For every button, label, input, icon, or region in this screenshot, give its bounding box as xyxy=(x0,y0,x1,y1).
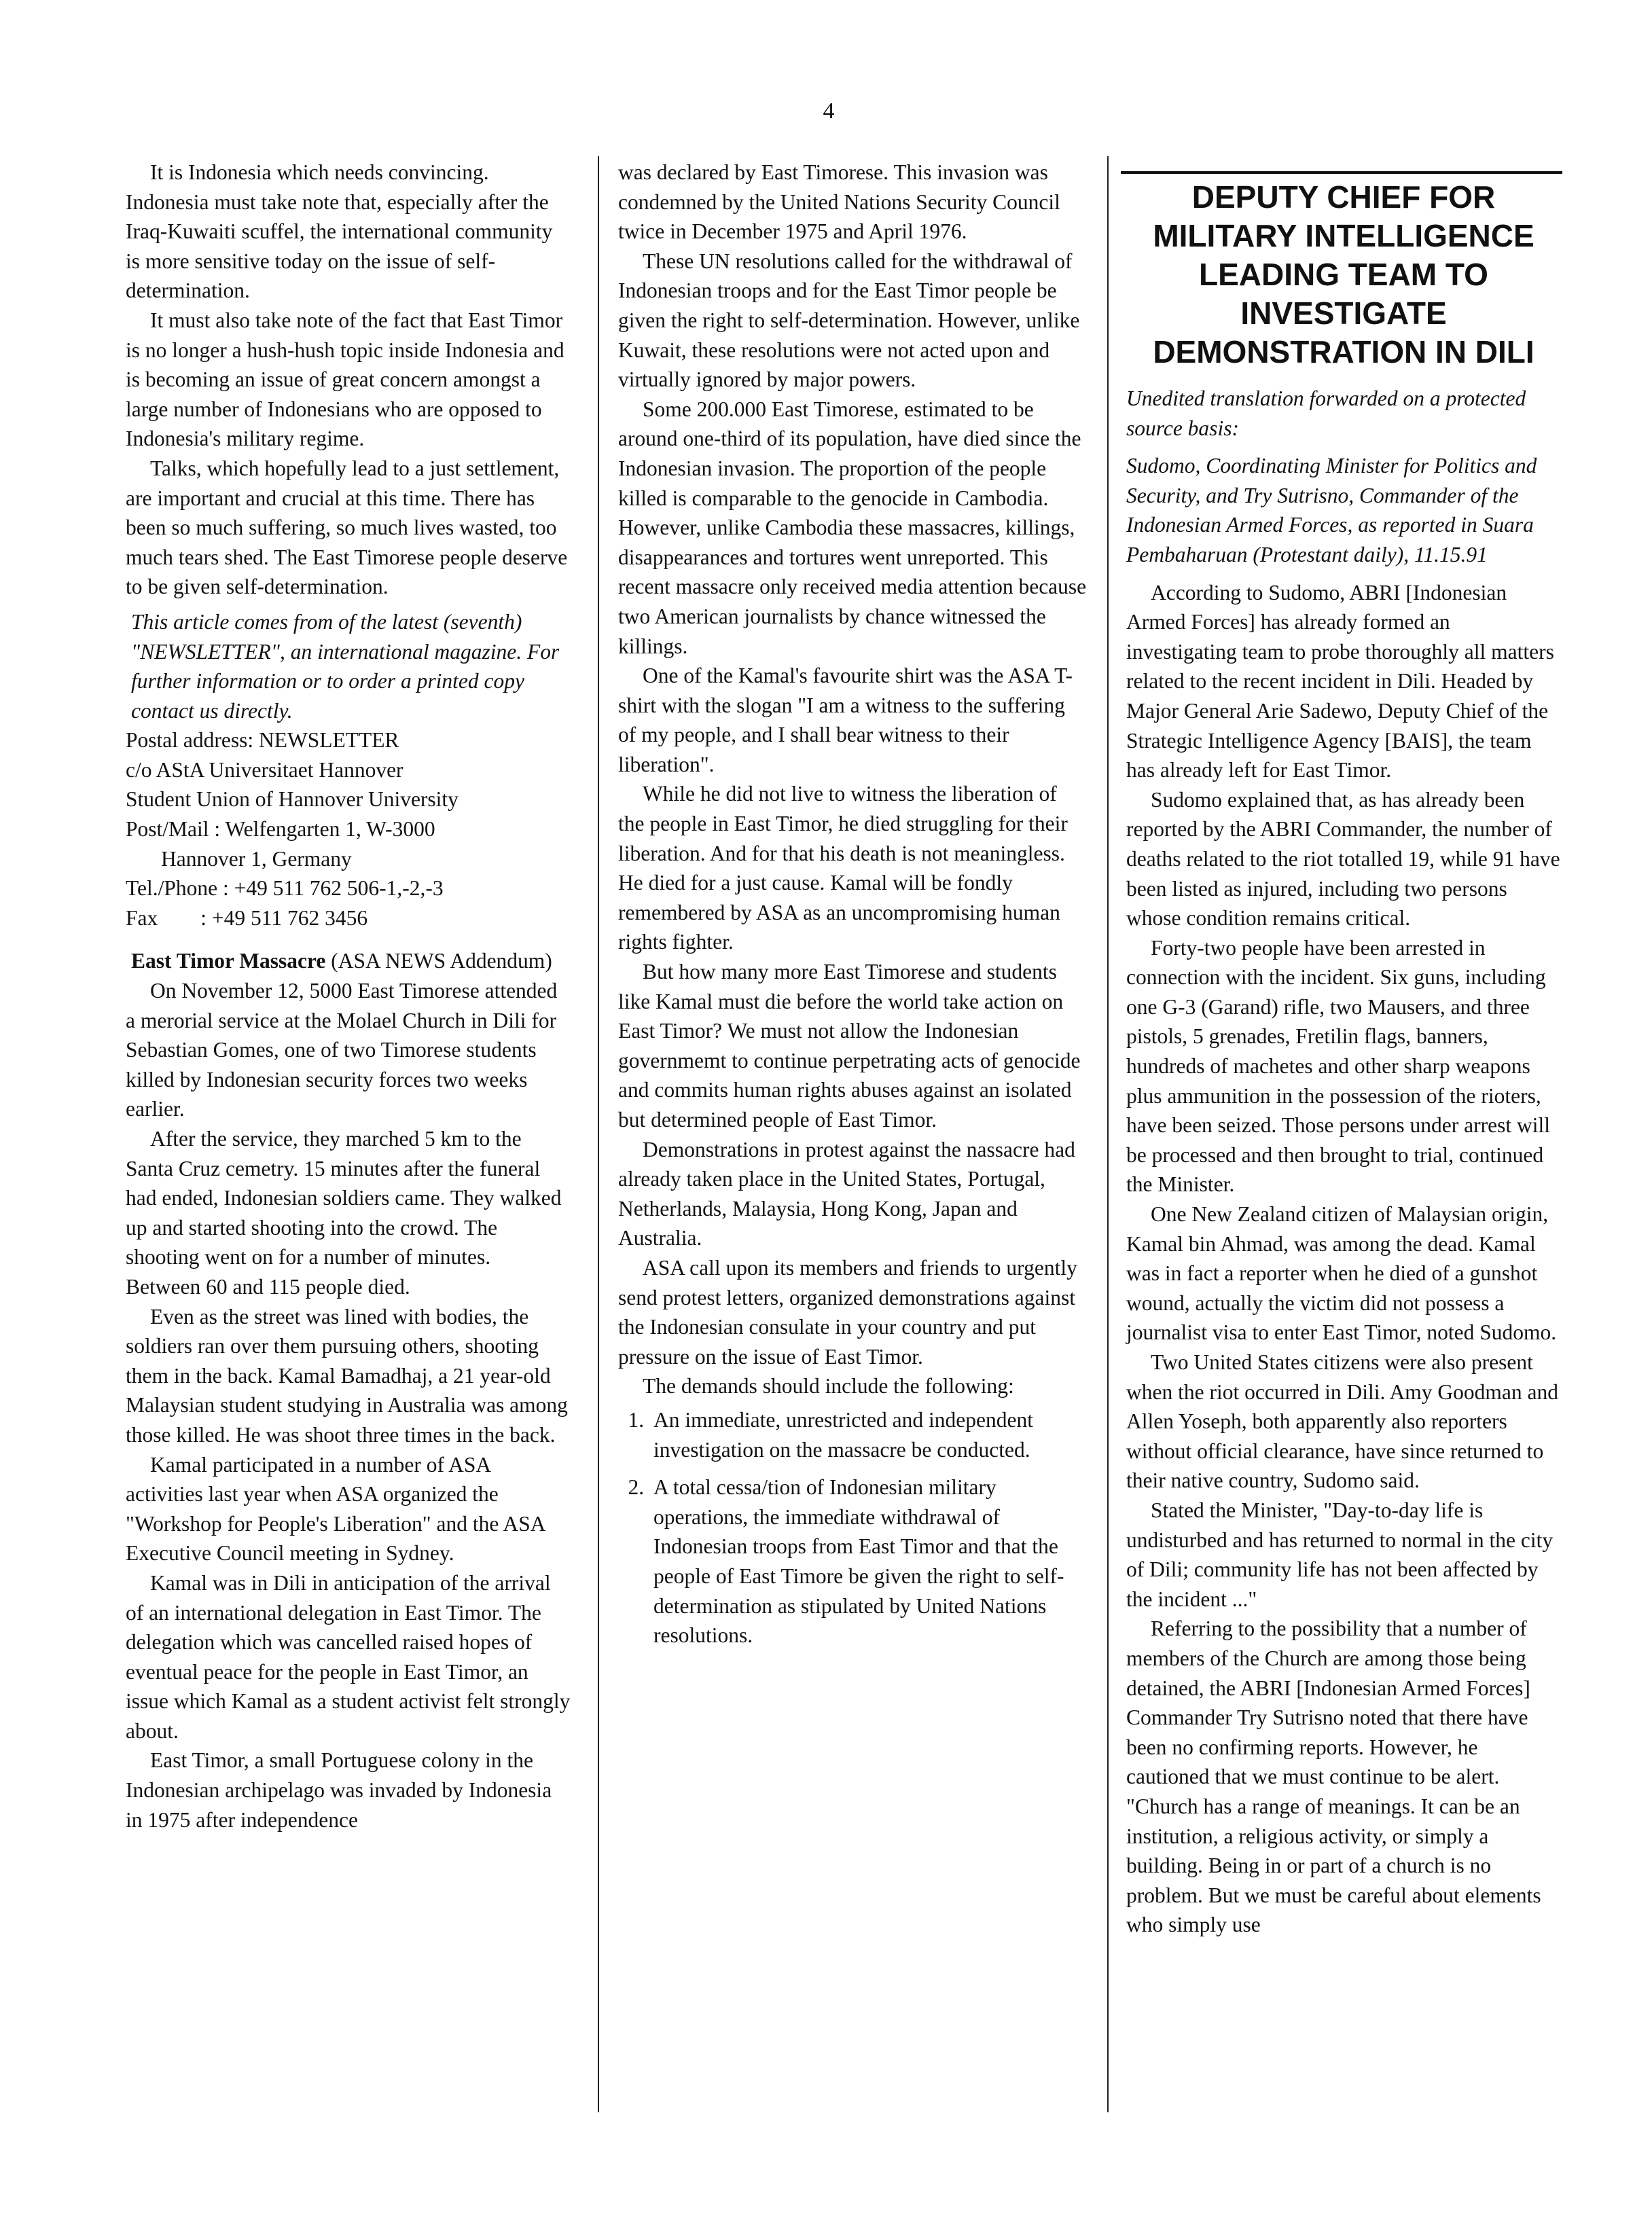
paragraph: Even as the street was lined with bodies, the soldiers ran over them pursuing others, shooting them in the back. Kamal Bamadhaj, a 21 year-old Malaysian student studying in Australia was among those killed. He was shoot three times in the back. xyxy=(126,1304,568,1447)
paragraph: Some 200.000 East Timorese, estimated to be around one-third of its population, have died since the Indonesian invasion. The proportion of the people killed is comparable to the genocide in Cambodia. However, unlike Cambodia these massacres, killings, disappearances and tortures went unreported. This recent massacre only received media attention because two American journalists by chance witnessed the killings. xyxy=(618,397,1087,658)
column-left xyxy=(126,158,571,1835)
address-line: Student Union of Hannover University xyxy=(126,787,459,812)
paragraph: One New Zealand citizen of Malaysian origin, Kamal bin Ahmad, was among the dead. Kamal was in fact a reporter when he died of a gunshot wound, actually the victim did not possess a journalist visa to enter East Timor, noted Sudomo. xyxy=(1126,1202,1557,1345)
paragraph: It must also take note of the fact that East Timor is no longer a hush-hush topic inside Indonesia and is becoming an issue of great concern amongst a large number of Indonesians who are opposed to Indonesia's military regime. xyxy=(126,308,564,451)
paragraph: was declared by East Timorese. This invasion was condemned by the United Nations Security Council twice in December 1975 and April 1976. xyxy=(618,160,1060,244)
paragraph: The demands should include the following: xyxy=(643,1374,1014,1398)
column-middle xyxy=(618,158,1088,1659)
translation-credit: Unedited translation forwarded on a protected source basis: xyxy=(1126,386,1526,440)
demands-list xyxy=(618,1405,1088,1650)
address-line: Post/Mail : Welfengarten 1, W-3000 xyxy=(126,817,435,842)
paragraph: Kamal participated in a number of ASA activities last year when ASA organized the "Workshop for People's Liberation" and the ASA Executive Council meeting in Sydney. xyxy=(126,1452,545,1566)
paragraph: It is Indonesia which needs convincing. Indonesia must take note that, especially after the Iraq-Kuwaiti scuffel, the international community is more sensitive today on the issue of self-determination. xyxy=(126,160,553,303)
paragraph: On November 12, 5000 East Timorese attended a merorial service at the Molael Church in Dili for Sebastian Gomes, one of two Timorese students killed by Indonesian security forces two weeks earlier. xyxy=(126,979,558,1121)
paragraph: ASA call upon its members and friends to urgently send protest letters, organized demonstrations against the Indonesian consulate in your country and put pressure on the issue of East Timor. xyxy=(618,1255,1077,1369)
paragraph: According to Sudomo, ABRI [Indonesian Armed Forces] has already formed an investigating team to probe thoroughly all matters related to the recent incident in Dili. Headed by Major General Arie Sadewo, Deputy Chief of the Strategic Intelligence Agency [BAIS], the team has already left for East Timor. xyxy=(1126,580,1554,782)
source-note: This article comes from of the latest (seventh) "NEWSLETTER", an international magazine. For further information or to order a printed copy contact us directly. xyxy=(131,609,560,723)
page-number: 4 xyxy=(823,98,835,124)
address-line: Tel./Phone : +49 511 762 506-1,-2,-3 xyxy=(126,876,444,901)
paragraph: Kamal was in Dili in anticipation of the arrival of an international delegation in East Timor. The delegation which was cancelled raised hopes of eventual peace for the people in East Timor, an issue which Kamal as a student activist felt strongly about. xyxy=(126,1570,571,1743)
column-divider xyxy=(598,156,599,2112)
address-line: c/o AStA Universitaet Hannover xyxy=(126,757,403,782)
paragraph: While he did not live to witness the liberation of the people in East Timor, he died struggling for their liberation. And for that his death is not meaningless. He died for a just cause. Kamal will be fondly remembered by ASA as an uncompromising human rights fighter. xyxy=(618,782,1068,954)
list-item: 2. A total cessa/tion of Indonesian military operations, the immediate withdrawal of Indonesian troops from East Timor and that the people of East Timore be given the right to self-determination as stipulated by United Nations resolutions. xyxy=(649,1473,1088,1650)
column-divider xyxy=(1107,156,1109,2112)
paragraph: East Timor, a small Portuguese colony in the Indonesian archipelago was invaded by Indonesia in 1975 after independence xyxy=(126,1748,552,1832)
paragraph: But how many more East Timorese and students like Kamal must die before the world take action on East Timor? We must not allow the Indonesian governmemt to continue perpetrating acts of genocide and commits human rights abuses against an isolated but determined people of East Timor. xyxy=(618,960,1081,1132)
paragraph: Stated the Minister, "Day-to-day life is undisturbed and has returned to normal in the city of Dili; community life has not been affected by the incident ..." xyxy=(1126,1498,1554,1611)
paragraph: One of the Kamal's favourite shirt was the ASA T-shirt with the slogan "I am a witness to the suffering of my people, and I shall bear witness to their liberation". xyxy=(618,664,1073,776)
headline-rule xyxy=(1121,171,1562,174)
article-headline: DEPUTY CHIEF FOR MILITARY INTELLIGENCE LEADING TEAM TO INVESTIGATE DEMONSTRATION IN DILI xyxy=(1153,179,1534,369)
section-title-bold: East Timor Massacre xyxy=(131,949,326,973)
paragraph: Referring to the possibility that a number of members of the Church are among those being detained, the ABRI [Indonesian Armed Forces] Commander Try Sutrisno noted that there have been no confirming reports. However, he cautioned that we must continue to be alert. "Church has a range of meanings. It can be an institution, a religious activity, or simply a building. Being in or part of a church is no problem. But we must be careful about elements who simply use xyxy=(1126,1617,1541,1937)
section-title xyxy=(126,946,571,976)
address-line: Hannover 1, Germany xyxy=(161,846,352,871)
address-line: Fax : +49 511 762 3456 xyxy=(126,905,368,930)
address-line: Postal address: NEWSLETTER xyxy=(126,728,399,753)
paragraph: Two United States citizens were also present when the riot occurred in Dili. Amy Goodman and Allen Yoseph, both apparently also reporters without official clearance, have since returned to their native country, Sudomo said. xyxy=(1126,1350,1558,1493)
paragraph: After the service, they marched 5 km to the Santa Cruz cemetry. 15 minutes after the funeral had ended, Indonesian soldiers came. They walked up and started shooting into the crowd. The shooting went on for a number of minutes. Between 60 and 115 people died. xyxy=(126,1127,562,1299)
paragraph: Sudomo explained that, as has already been reported by the ABRI Commander, the number of deaths related to the riot totalled 19, while 91 have been listed as injured, including two persons whose condition remains critical. xyxy=(1126,787,1560,931)
column-right xyxy=(1126,178,1561,1940)
list-item: 1. An immediate, unrestricted and independent investigation on the massacre be conducted. xyxy=(649,1405,1088,1464)
postal-address xyxy=(126,725,571,933)
paragraph: Forty-two people have been arrested in connection with the incident. Six guns, including one G-3 (Garand) rifle, two Mausers, and three pistols, 5 grenades, Fretilin flags, banners, hundreds of machetes and other sharp weapons plus ammunition in the possession of the rioters, have been seized. Those persons under arrest will be processed and then brought to trial, continued the Minister. xyxy=(1126,935,1550,1197)
paragraph: Talks, which hopefully lead to a just settlement, are important and crucial at this time. There has been so much suffering, so much lives wasted, too much tears shed. The East Timorese people deserve to be given self-determination. xyxy=(126,456,568,599)
section-title-rest: (ASA NEWS Addendum) xyxy=(325,949,552,973)
paragraph: Demonstrations in protest against the nassacre had already taken place in the United States, Portugal, Netherlands, Malaysia, Hong Kong, Japan and Australia. xyxy=(618,1137,1075,1250)
paragraph: These UN resolutions called for the withdrawal of Indonesian troops and for the East Timor people be given the right to self-determination. However, unlike Kuwait, these resolutions were not acted upon and virtually ignored by major powers. xyxy=(618,249,1080,392)
source-credit: Sudomo, Coordinating Minister for Politics and Security, and Try Sutrisno, Commander of the Indonesian Armed Forces, as reported in Suara Pembaharuan (Protestant daily), 11.15.91 xyxy=(1126,454,1537,566)
